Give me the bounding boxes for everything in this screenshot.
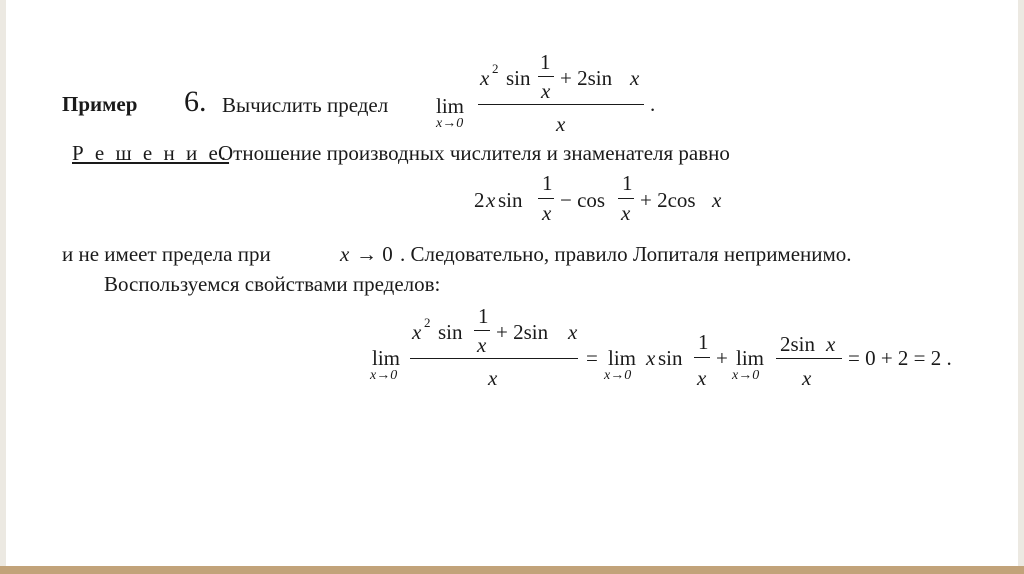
final-num-one: 1: [478, 304, 489, 328]
final-result: = 0 + 2 = 2 .: [848, 346, 952, 370]
example-lim-sub: x→0: [436, 116, 464, 131]
final-lim-sub-2: x→0: [604, 368, 632, 383]
final-equals-1: =: [586, 346, 598, 370]
no-limit-text-c: . Следовательно, правило Лопиталя неприменимо.: [400, 242, 852, 266]
example-num-rest-x: x: [630, 66, 640, 90]
final-num-rest: + 2sin: [496, 320, 549, 344]
example-num-rest: + 2sin: [560, 66, 613, 90]
final-term2-sin: sin: [658, 346, 683, 370]
no-limit-x: x: [340, 242, 350, 266]
solution-text: Отношение производных числителя и знаменателя равно: [218, 141, 730, 165]
example-prompt: Вычислить предел: [222, 93, 389, 117]
no-limit-arrow: → 0: [356, 242, 393, 266]
example-dot: .: [650, 92, 656, 116]
final-num-sup: 2: [424, 315, 431, 330]
final-num-sin: sin: [438, 320, 463, 344]
deriv-x-a: x: [542, 201, 552, 225]
deriv-one-a: 1: [542, 171, 553, 195]
deriv-plus-cos: + 2cos: [640, 188, 696, 212]
final-fraction-line: [410, 358, 578, 359]
example-num-sup: 2: [492, 61, 499, 76]
final-lim-sub-3: x→0: [732, 368, 760, 383]
example-fraction-line: [478, 104, 644, 105]
deriv-x: x: [486, 188, 496, 212]
example-num-sin: sin: [506, 66, 531, 90]
use-properties-text: Воспользуемся свойствами пределов:: [104, 272, 441, 296]
final-plus: +: [716, 346, 728, 370]
final-lim-3: lim: [736, 346, 765, 370]
final-den-x: x: [488, 366, 498, 390]
example-lim: lim: [436, 94, 465, 118]
deriv-fraction-line-b: [618, 198, 634, 199]
example-label: Пример: [62, 92, 138, 116]
example-num-one: 1: [540, 50, 551, 74]
final-term2-one: 1: [698, 330, 709, 354]
deriv-two: 2: [474, 188, 485, 212]
final-num-rest-x: x: [568, 320, 578, 344]
final-num-x: x: [412, 320, 422, 344]
final-lim-1: lim: [372, 346, 401, 370]
deriv-cos: − cos: [560, 188, 606, 212]
final-term2-x: x: [646, 346, 656, 370]
deriv-fraction-line-a: [538, 198, 554, 199]
no-limit-text-a: и не имеет предела при: [62, 242, 271, 266]
final-term2-x-den: x: [697, 366, 707, 390]
deriv-sin: sin: [498, 188, 523, 212]
final-term2-fraction-line: [694, 357, 710, 358]
example-num-x: x: [480, 66, 490, 90]
final-lim-2: lim: [608, 346, 637, 370]
final-term3-num: 2sin: [780, 332, 816, 356]
final-num-x-den: x: [477, 333, 487, 357]
example-number: 6.: [184, 85, 207, 118]
deriv-one-b: 1: [622, 171, 633, 195]
solution-label: Р е ш е н и е.: [72, 141, 230, 165]
example-den: x: [556, 112, 566, 136]
final-inner-fraction-line: [474, 330, 490, 331]
bottom-accent-bar: [0, 566, 1024, 574]
example-inner-fraction-line: [538, 76, 554, 77]
deriv-x-b: x: [621, 201, 631, 225]
final-term3-num-x: x: [826, 332, 836, 356]
final-lim-sub-1: x→0: [370, 368, 398, 383]
final-term3-den: x: [802, 366, 812, 390]
deriv-x-c: x: [712, 188, 722, 212]
example-num-x-den: x: [541, 79, 551, 103]
final-term3-fraction-line: [776, 358, 842, 359]
